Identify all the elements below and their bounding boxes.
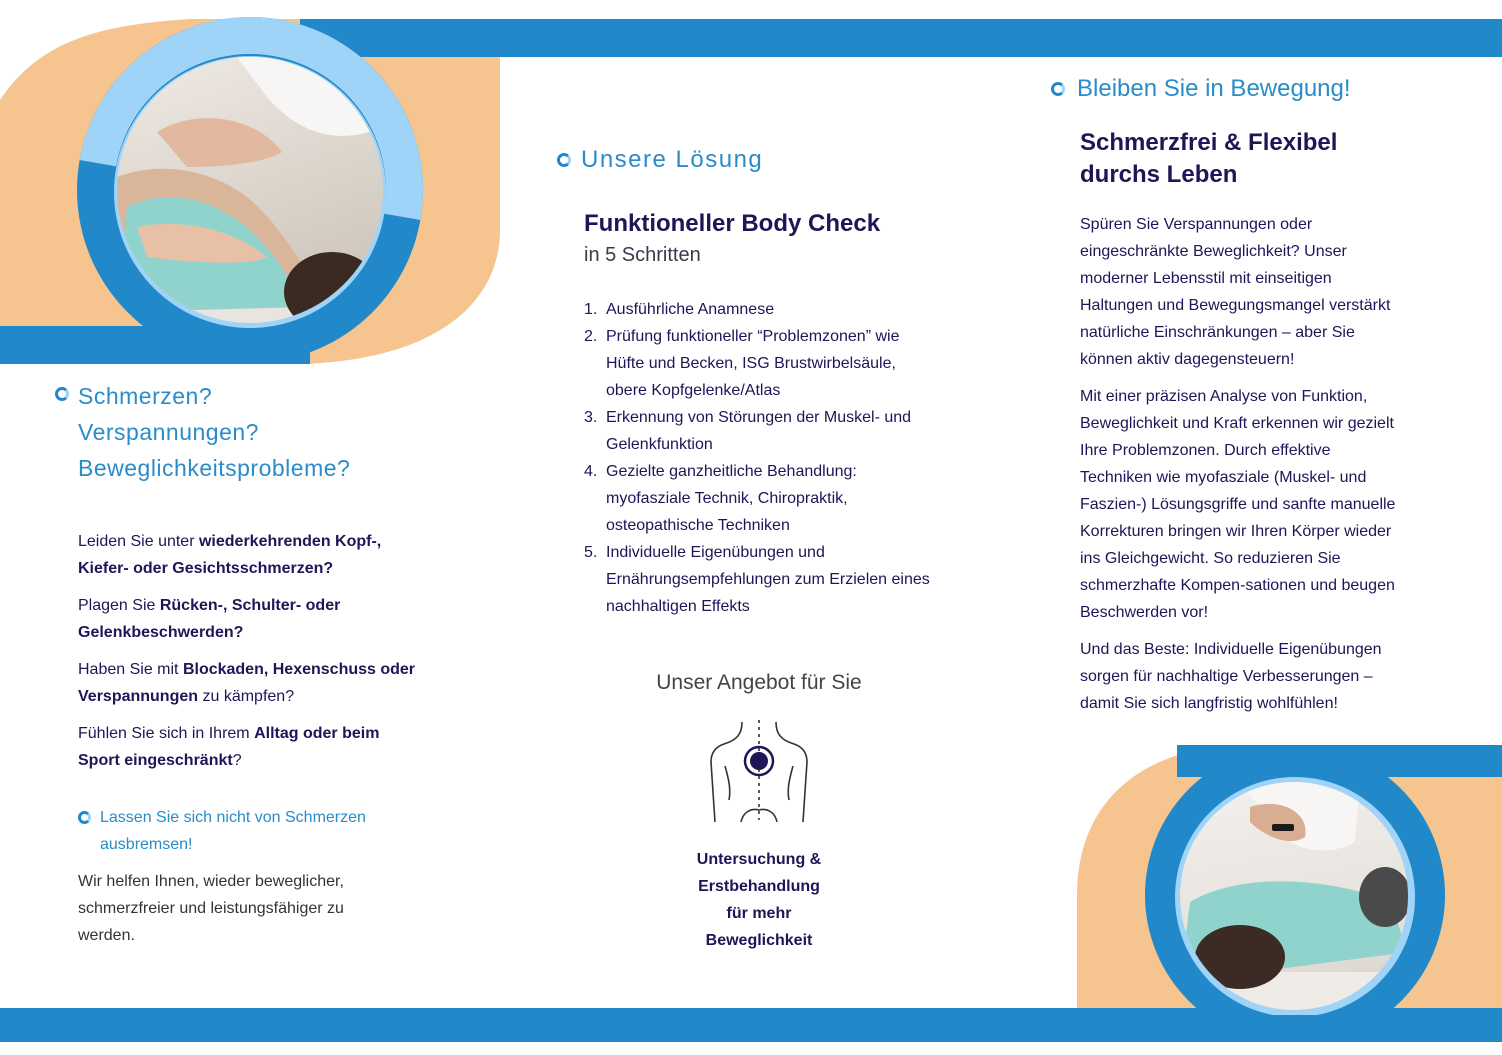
question-paragraph [78,592,420,646]
step-text: Gezielte ganzheitliche Behandlung: myofasziale Technik, Chiropraktik, osteopathische Techniken [606,463,857,534]
ring-bullet-icon [1051,82,1065,96]
offer-line: Beweglichkeit [705,932,813,949]
step-text: Ausführliche Anamnese [606,301,775,318]
body-check-subtitle: in 5 Schritten [584,244,701,266]
right-paragraph: Mit einer präzisen Analyse von Funktion, Beweglichkeit und Kraft erkennen wir gezielt Ihre Problemzonen. Durch effektive Techniken wie myofasziale (Muskel- und Faszien-) Lösungsgriffe und sanfte manuelle Korrekturen bringen wir Ihren Körper wieder ins Gleichgewicht. So reduzieren Sie schmerzhafte Kompen-sationen und beugen Beschwerden vor! [1080,388,1396,621]
right-title-line: durchs Leben [1080,161,1238,188]
question-text: zu kämpfen? [198,688,295,705]
offer-line: Erstbehandlung [698,878,820,895]
treatment-photo-back [1180,782,1408,1010]
steps-list [584,296,939,620]
offer-line: Untersuchung & [696,851,822,868]
middle-section-title: Unsere Lösung [581,146,764,173]
left-heading-line: Schmerzen? [78,383,213,409]
right-paragraph: Und das Beste: Individuelle Eigenübungen sorgen für nachhaltige Verbesserungen – damit Sie sich langfristig wohlfühlen! [1080,641,1382,712]
left-column [55,378,455,949]
step-item: 3. Erkennung von Störungen der Muskel- und Gelenkfunktion [584,404,939,458]
spine-back-icon [709,720,809,824]
question-text: Haben Sie mit [78,661,183,678]
ring-bullet-icon [78,811,91,824]
question-paragraph [78,720,420,774]
right-title [1080,127,1396,191]
ring-bullet-icon [557,153,571,167]
offer-line: für mehr [726,905,792,922]
left-heading [55,378,455,486]
callout-text: Lassen Sie sich nicht von Schmerzen ausbremsen! [100,809,366,853]
question-paragraph [78,656,420,710]
body-check-title: Funktioneller Body Check [584,210,881,237]
left-heading-line: Beweglichkeitsprobleme? [78,455,351,481]
right-section-title: Bleiben Sie in Bewegung! [1077,75,1351,102]
step-text: Prüfung funktioneller “Problemzonen” wie Hüfte und Becken, ISG Brustwirbelsäule, obere Kopfgelenke/Atlas [606,328,900,399]
treatment-photo-shoulder [117,57,383,323]
question-emphasis: wiederkehrenden Kopf-, Kiefer- oder Gesichtsschmerzen? [78,533,382,577]
question-emphasis: Blockaden, Hexenschuss oder Verspannungen [78,661,416,705]
ring-bullet-icon [55,387,69,401]
left-heading-line: Verspannungen? [78,419,259,445]
right-title-line: Schmerzfrei & Flexibel [1080,129,1338,156]
question-text: Fühlen Sie sich in Ihrem [78,725,255,742]
step-item: 5. Individuelle Eigenübungen und Ernährungsempfehlungen zum Erzielen eines nachhaltigen Effekts [584,539,939,620]
offer-block [600,668,918,954]
top-band [500,19,1502,57]
question-text: Leiden Sie unter [78,533,199,550]
question-emphasis: Alltag oder beim Sport eingeschränkt [78,725,380,769]
step-item: 2. Prüfung funktioneller “Problemzonen” wie Hüfte und Becken, ISG Brustwirbelsäule, obere Kopfgelenke/Atlas [584,323,939,404]
question-emphasis: Rücken-, Schulter- oder Gelenkbeschwerden? [78,597,341,641]
callout [78,804,420,858]
question-text: ? [232,752,242,769]
step-item: 1. Ausführliche Anamnese [584,296,939,323]
question-paragraph [78,528,420,582]
right-column [1051,73,1451,717]
middle-section-heading [557,146,977,174]
step-item: 4. Gezielte ganzheitliche Behandlung: myofasziale Technik, Chiropraktik, osteopathische Techniken [584,458,939,539]
middle-column [557,146,977,620]
question-text: Plagen Sie [78,597,160,614]
right-section-heading [1051,73,1451,105]
step-text: Individuelle Eigenübungen und Ernährungsempfehlungen zum Erzielen eines nachhaltigen Effekts [606,544,930,615]
right-paragraph: Spüren Sie Verspannungen oder eingeschränkte Beweglichkeit? Unser moderner Lebensstil mit einseitigen Haltungen und Bewegungsmangel verstärkt natürliche Einschränkungen – aber Sie können aktiv dagegensteuern! [1080,216,1391,368]
step-text: Erkennung von Störungen der Muskel- und Gelenkfunktion [606,409,912,453]
offer-title: Unser Angebot für Sie [656,671,862,694]
closing-text: Wir helfen Ihnen, wieder beweglicher, schmerzfreier und leistungsfähiger zu werden. [78,873,344,944]
